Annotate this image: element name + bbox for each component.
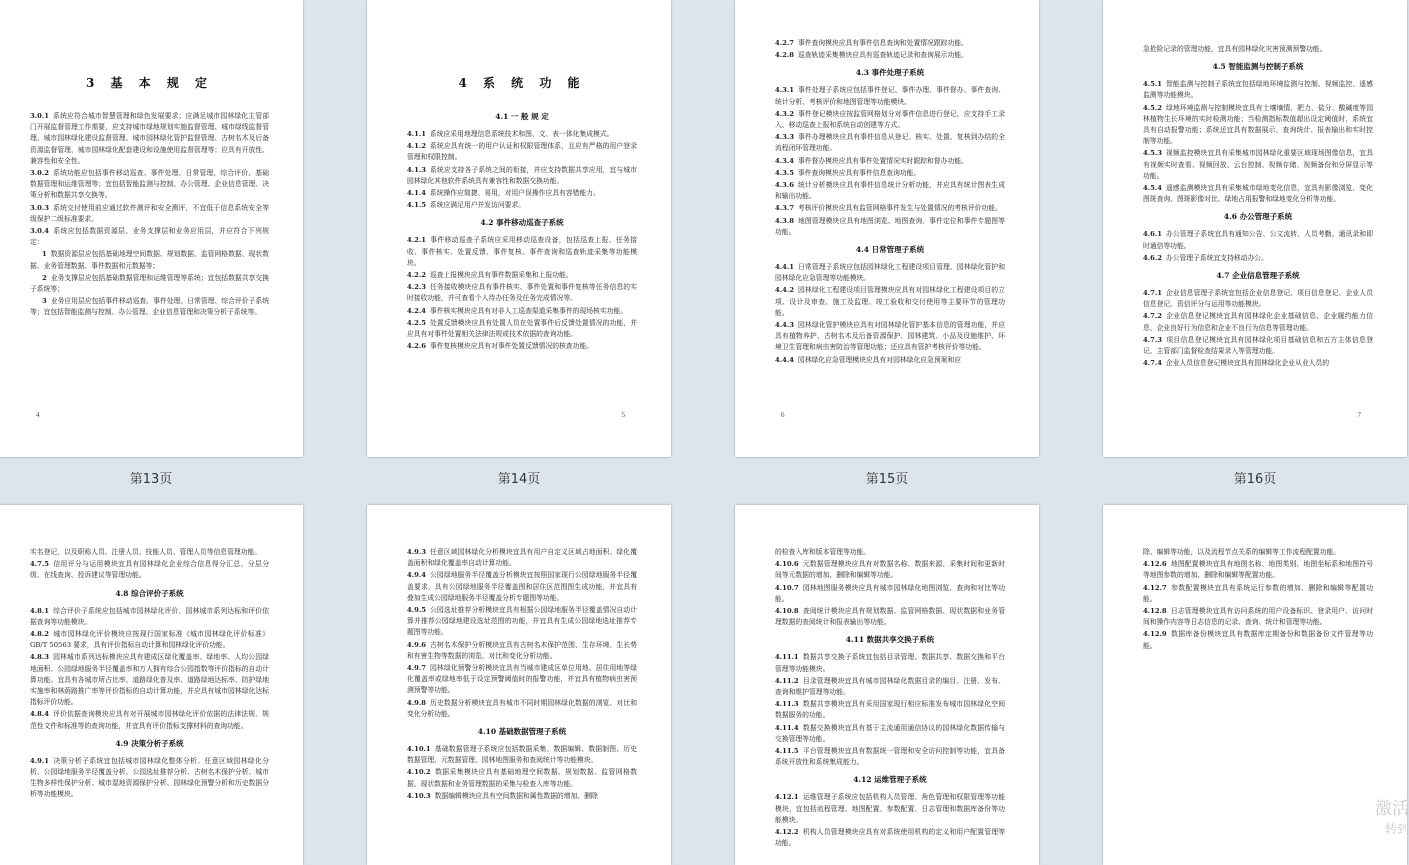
clause-number: 3.0.4 [30, 227, 49, 236]
clause-number: 4.2.5 [407, 318, 426, 327]
clause-text: 数据共享交换子系统宜包括目录管理、数据共享、数据交换和平台管理等功能模块。 [775, 653, 1005, 673]
clause-text: 考核评价模块应具有监管网格事件发生与处置情况的考核评价功能。 [797, 204, 1002, 213]
clause-item [775, 168, 1005, 179]
clause-text: 综合评价子系统应包括城市园林绿化评价、园林城市系列达标和评价依据查询等功能模块。 [30, 606, 269, 626]
clause-item [407, 640, 637, 662]
clause-text: 日志管理模块宜具有访问系统的用户设备标识、登录用户、访问时间和操作内容等日志信息的记录、查询、统计和管理等功能。 [1143, 607, 1373, 627]
clause-text: 系统功能应包括事件移动巡查、事件处理、日常管理、综合评价、基础数据管理和运维管理等；宜包括智能监测与控制、办公管理、企业信息管理、决策分析和数据共享交换等。 [30, 169, 269, 200]
clause-text: 事件登记模块应按监管网格划分对事件信息进行登记，应支持手工录入、移动巡查上报和系统自动创建等方式。 [775, 109, 1005, 130]
page-thumbnail-18[interactable] [367, 505, 671, 865]
section-title: 4.8 综合评价子系统 [115, 588, 184, 598]
clause-number: 4.5.2 [1143, 103, 1162, 112]
clause-number: 4.3.6 [775, 181, 794, 190]
clause-item [775, 827, 1005, 849]
clause-list [775, 652, 1005, 768]
clause-text: 系统应包括数据资源层、业务支撑层和业务应用层，并应符合下列规定： [30, 227, 269, 247]
clause-number: 4.7.5 [30, 560, 49, 569]
page-thumbnail-16[interactable] [1103, 0, 1407, 457]
watermark-line-2: 转到 [1384, 822, 1409, 836]
clause-number: 3.0.3 [30, 203, 49, 212]
clause-text: 事件查询模块应具有事件信息查询功能。 [797, 168, 921, 177]
clause-item [1143, 229, 1373, 251]
clause-number: 4.9.4 [407, 571, 426, 580]
clause-item [30, 629, 269, 651]
clause-number: 4.1.1 [407, 130, 426, 138]
page-thumbnail-14[interactable] [367, 0, 671, 457]
clause-item [775, 792, 1005, 826]
continued-text: 除、编辑等功能，以及流程节点关系的编辑等工作流程配置功能。 [1143, 548, 1341, 556]
clause-number: 4.3.7 [775, 204, 794, 213]
section-title: 4.1 一 般 规 定 [495, 112, 549, 121]
clause-text: 办公管理子系统宜具有通知公告、公文流转、人员考勤、通讯录和即时通信等功能。 [1143, 230, 1373, 250]
clause-list [1143, 288, 1373, 369]
clause-number: 4.3.4 [775, 156, 794, 165]
clause-text: 企业信息登记模块宜具有园林绿化企业基础信息、企业履约能力信息、企业良好行为信息和企业不良行为信息等管理功能。 [1143, 312, 1373, 332]
continued-text: 的检查入库和版本管理等功能。 [775, 548, 871, 556]
clause-text: 视频监控模块宜具有采集城市园林绿化重要区域现场图像信息，宜具有视频实时查看、视频回放、云台控制、视频存储、视频备份和分屏显示等功能。 [1143, 149, 1373, 180]
clause-text: 基础数据管理子系统应包括数据采集、数据编辑、数据制图、历史数据管理、元数据管理、园林地图服务和查阅统计等功能模块。 [407, 745, 637, 765]
clause-number: 4.4.3 [775, 321, 794, 330]
clause-text: 平台管理模块宜具有数据统一管理和安全访问控制等功能，宜具备系统开放性和系统集成能力。 [775, 747, 1005, 767]
clause-number: 4.12.2 [775, 828, 799, 837]
clause-text: 数据编辑模块应具有空间数据和属性数据的增加、删除 [434, 791, 598, 800]
clause-text: 系统应采用地理信息系统技术和图、文、表一体化集成模式。 [429, 130, 614, 138]
clause-item [30, 296, 269, 318]
clause-text: 城市园林绿化评价模块应按现行国家标准《城市园林绿化评价标准》GB/T 50563 要求，具有评价指标自动计算和园林绿化评价功能。 [30, 630, 269, 650]
clause-number: 4.1.3 [407, 165, 426, 174]
clause-number: 4.10.2 [407, 768, 431, 777]
clause-item [30, 709, 269, 731]
clause-text: 系统应满足用户并发访问要求。 [429, 201, 526, 210]
clause-item [775, 559, 1005, 581]
clause-text: 查阅统计模块应具有规划数据、监管网格数据、现状数据和业务管理数据的查阅统计和报表输出等功能。 [775, 607, 1005, 627]
clause-item [775, 723, 1005, 745]
clause-number: 4.1.4 [407, 189, 426, 198]
clause-number: 4.10.1 [407, 745, 431, 754]
clause-number: 4.9.8 [407, 698, 426, 707]
clause-number: 4.2.6 [407, 342, 426, 351]
clause-text: 业务支撑层应包括基础数据管理和运维管理等系统；宜包括数据共享交换子系统等； [30, 273, 269, 294]
clause-text: 评价依据查询模块应具有对开展城市园林绿化评价依据的法律法规、规范性文件和标准等的查询功能，并宜具有评价指标支撑材料的查询功能。 [30, 710, 269, 730]
clause-item [30, 652, 269, 708]
clause-number: 4.7.4 [1143, 359, 1162, 368]
clause-number: 4.1.2 [407, 142, 426, 151]
page-caption-15[interactable]: 第15页 [865, 472, 909, 487]
clause-item [1143, 606, 1373, 628]
clause-text: 古树名木保护分析模块宜具有古树名木保护范围、生存环境、生长势和有害生物等数据的浏览、对比和变化分析功能。 [407, 640, 637, 660]
clause-item [775, 85, 1005, 107]
clause-item [407, 165, 637, 187]
clause-item [407, 744, 637, 766]
clause-text: 地图配置模块宜具有地图名称、地图类别、地图坐标系和地图符号等地图参数的增加、删除和编辑等配置功能。 [1143, 560, 1373, 580]
clause-text: 事件复核模块应具有对事件处置反馈情况的核查功能。 [429, 342, 594, 351]
page-number: 6 [781, 411, 785, 419]
clause-number: 3.0.2 [30, 169, 49, 178]
clause-text: 园林绿化管护模块应具有对园林绿化管护基本信息的管理功能，并应具有植物养护、古树名木及后备资源保护、园林建筑、小品及设施维护、环境卫生管理和病虫害防治等管理功能；还应具有管护考核评价等功能。 [775, 321, 1005, 352]
clause-text: 系统操作应简捷、易用，对用户误操作应具有容错能力。 [429, 189, 600, 198]
section-title: 4.9 决策分析子系统 [115, 738, 184, 748]
activation-watermark [1369, 799, 1409, 839]
clause-number: 4.3.1 [775, 86, 794, 95]
section-title: 4.7 企业信息管理子系统 [1216, 271, 1300, 281]
clause-list [407, 547, 637, 720]
clause-item [407, 698, 637, 720]
clause-item [775, 132, 1005, 154]
clause-text: 决策分析子系统宜包括城市园林绿化整体分析、任意区域园林绿化分析、公园绿地服务半径覆盖分析、公园选址推荐分析、古树名木保护分析、城市生物多样性保护分析、城市湿地资源保护分析、园林绿化预警分析和历史数据分析等功能模块。 [30, 756, 269, 799]
clause-text: 地图管理模块应具有地图浏览、地图查询、事件定位和事件专题图等功能。 [775, 216, 1005, 236]
clause-text: 系统应具有统一的用户认证和权限管理体系，且应有严格的用户登录管理和权限控制。 [407, 142, 637, 162]
clause-number: 4.7.3 [1143, 335, 1162, 344]
clause-number: 4.5.4 [1143, 184, 1162, 193]
clause-item [30, 168, 269, 202]
clause-number: 4.5.1 [1143, 80, 1162, 89]
clause-number: 4.4.4 [775, 355, 794, 364]
clause-item [30, 273, 269, 295]
page-thumbnail-20[interactable] [1103, 505, 1407, 865]
clause-item [775, 606, 1005, 628]
section-title: 4.4 日常管理子系统 [855, 245, 925, 255]
clause-number: 4.3.5 [775, 168, 794, 177]
clause-number: 4.8.2 [30, 630, 49, 639]
clause-number: 4.2.4 [407, 306, 426, 315]
clause-item [775, 38, 1005, 49]
watermark-line-1: 激活 [1375, 799, 1409, 819]
clause-text: 项目信息登记模块宜具有园林绿化项目基础信息和五方主体信息登记、主管部门监督检查结果录入等管理功能。 [1143, 335, 1373, 356]
clause-number: 4.6.2 [1143, 253, 1162, 262]
clause-item [1143, 79, 1373, 101]
section-title: 4.12 运维管理子系统 [853, 775, 927, 785]
clause-item [1143, 253, 1373, 264]
clause-number: 4.5.3 [1143, 149, 1162, 158]
page-caption-14[interactable]: 第14页 [497, 472, 541, 487]
clause-number: 4.11.4 [775, 723, 799, 732]
page-thumbnail-17[interactable] [0, 505, 303, 865]
clause-list [407, 129, 637, 211]
clause-text: 事件查询模块应具有事件信息查询和处置情况跟踪功能。 [797, 39, 968, 47]
clause-list [407, 235, 637, 352]
clause-number: 4.10.3 [407, 791, 431, 800]
clause-item [775, 156, 1005, 167]
continued-text: 实名登记，以及职称人员、注册人员、技能人员、管理人员等信息管理功能。 [30, 548, 262, 556]
clause-number: 4.2.1 [407, 236, 426, 245]
clause-number: 4.12.1 [775, 793, 799, 802]
clause-item [1143, 629, 1373, 651]
clause-list [30, 111, 269, 319]
clause-text: 任务接收模块应具有事件核实、事件处置和事件复核等任务信息的实时接收功能，并可查看个人待办任务及任务完成情况等。 [407, 283, 637, 303]
clause-item [30, 756, 269, 801]
section-title: 4.10 基础数据管理子系统 [477, 727, 567, 737]
clause-number: 4.9.7 [407, 664, 426, 673]
clause-number: 4.6.1 [1143, 230, 1162, 239]
clause-item [775, 180, 1005, 202]
clause-list [1143, 559, 1373, 652]
clause-list [775, 85, 1005, 238]
clause-number: 4.10.6 [775, 560, 799, 569]
clause-item [407, 341, 637, 352]
clause-item [775, 583, 1005, 605]
page-thumbnail-19[interactable] [735, 505, 1039, 865]
clause-text: 公园选址推荐分析模块宜具有根据公园绿地服务半径覆盖情况自动计算并推荐公园绿地建设选址范围的功能，并宜具有生成公园绿地选址推荐专题图等功能。 [407, 606, 637, 637]
clause-text: 企业人员信息登记模块宜具有园林绿化企业从业人员的 [1165, 359, 1330, 368]
clause-item [775, 109, 1005, 131]
clause-item [775, 50, 1005, 61]
page-number: 5 [621, 411, 625, 419]
clause-item [1143, 311, 1373, 333]
chapter-title: 4 系 统 功 能 [458, 76, 586, 90]
clause-number: 4.9.5 [407, 606, 426, 615]
clause-text: 目录管理模块宜具有城市园林绿化数据目录的编目、注册、发布、查询和维护管理等功能。 [775, 676, 1005, 697]
clause-item [1143, 103, 1373, 148]
clause-text: 任意区域园林绿化分析模块宜具有用户自定义区域占地面积、绿化覆盖面积和绿化覆盖率自动计算功能。 [407, 548, 637, 568]
clause-text: 智能监测与控制子系统宜包括绿地环境监测与控制、视频监控、遥感监测等功能模块。 [1143, 80, 1373, 100]
clause-number: 4.9.3 [407, 548, 426, 556]
clause-number: 4.2.8 [775, 51, 794, 60]
clause-number: 4.2.7 [775, 39, 794, 47]
clause-item [407, 791, 637, 802]
clause-text: 办公管理子系统宜支持移动办公。 [1165, 253, 1268, 262]
clause-item [407, 129, 637, 140]
clause-item [407, 547, 637, 569]
clause-number: 3.0.1 [30, 112, 49, 120]
clause-number: 4.8.1 [30, 606, 49, 615]
clause-list [30, 606, 269, 732]
clause-number: 4.12.9 [1143, 630, 1167, 639]
clause-item [407, 570, 637, 604]
clause-text: 事件移动巡查子系统应采用移动巡查设备，包括巡查上报、任务接收、事件核实、处置反馈、事件复核、事件查询和巡查轨迹采集等功能模块。 [407, 236, 637, 267]
clause-number: 4.3.8 [775, 216, 794, 225]
clause-text: 数据共享模块宜具有采用国家现行相应标准发布城市园林绿化空间数据服务的功能。 [775, 700, 1005, 720]
clause-text: 园林绿化工程建设项目管理模块应具有对园林绿化工程建设项目的立项、设计及审查、施工及监理、竣工验收和交付使用等主要环节的管理功能。 [775, 286, 1005, 317]
clause-item [1143, 559, 1373, 581]
clause-number: 4.4.2 [775, 286, 794, 295]
clause-number: 1 [42, 250, 47, 259]
clause-item [1143, 183, 1373, 205]
clause-text: 处置反馈模块应具有处置人员在处置事件后反馈处置情况的功能，并应具有对事件处置相关法律法规或技术依据的查询功能。 [407, 318, 637, 339]
clause-item [775, 355, 1005, 366]
clause-text: 遥感监测模块宜具有采集城市绿地变化信息，宜具有影像浏览、变化图斑查询、图斑影像对比、绿地占用报警和绿地变化分析等功能。 [1143, 184, 1373, 204]
clause-number: 3 [42, 297, 47, 306]
clause-number: 4.1.5 [407, 201, 426, 210]
page-number: 7 [1357, 411, 1361, 419]
clause-number: 4.3.2 [775, 109, 794, 118]
clause-list [1143, 229, 1373, 264]
clause-item [407, 318, 637, 340]
clause-number: 4.12.8 [1143, 607, 1167, 616]
clause-item [775, 320, 1005, 354]
clause-item [407, 767, 637, 789]
page-thumbnail-13[interactable] [0, 0, 303, 457]
clause-item [775, 699, 1005, 721]
clause-text: 公园绿地服务半径覆盖分析模块宜按照国家现行公园绿地服务半径覆盖要求，具有公园绿地服务半径覆盖图和居住区范围图生成功能，并宜具有叠加生成公园绿地服务半径覆盖分析专题图等功能。 [407, 571, 637, 602]
clause-text: 园林绿化应急管理模块应具有对园林绿化应急预案和应 [797, 355, 962, 364]
clause-text: 事件处理子系统应包括事件登记、事件办理、事件督办、事件查询、统计分析、考核评价和地图管理等功能模块。 [775, 86, 1005, 106]
clause-item [775, 285, 1005, 319]
section-title: 4.6 办公管理子系统 [1223, 212, 1293, 222]
clause-text: 数据交换模块宜具有基于主流通用通信协议的园林绿化数据传输与交换管理等功能。 [775, 723, 1005, 743]
clause-number: 4.10.8 [775, 607, 799, 616]
clause-text: 园林绿化预警分析模块宜具有当城市建成区单位用地、居住用地等绿化覆盖率或绿地率低于设定预警阈值时的报警功能，并宜具有植物病虫害预测预警等功能。 [407, 664, 637, 695]
clause-item [407, 663, 637, 697]
clause-item [30, 249, 269, 271]
clause-text: 巡查轨迹采集模块应具有巡查轨迹记录和查询展示功能。 [797, 51, 968, 60]
clause-list [1143, 79, 1373, 205]
clause-number: 4.7.2 [1143, 312, 1162, 321]
clause-text: 数据采集模块应具有基础地理空间数据、规划数据、监管网格数据、现状数据和业务管理数据的采集与检查入库等功能。 [407, 768, 637, 788]
section-title: 4.11 数据共享交换子系统 [845, 635, 935, 645]
clause-text: 巡查上报模块应具有事件数据采集和上报功能。 [429, 271, 573, 280]
clause-text: 机构人员管理模块应具有对系统使用机构的定义和用户配置管理等功能。 [775, 828, 1005, 848]
chapter-title: 3 基 本 规 定 [85, 76, 214, 90]
clause-text: 参数配置模块宜具有系统运行参数的增加、删除和编辑等配置功能。 [1143, 583, 1373, 603]
page-caption-13[interactable]: 第13页 [129, 472, 173, 487]
clause-text: 事件核实模块应具有对非人工巡查渠道采集事件的现场核实功能。 [429, 306, 628, 315]
clause-text: 历史数据分析模块宜具有城市不同时期园林绿化数据的浏览、对比和变化分析功能。 [407, 698, 637, 718]
clause-text: 园林城市系列达标模块应具有建成区绿化覆盖率、绿地率、人均公园绿地面积、公园绿地服务半径覆盖率和万人拥有综合公园指数等评价指标的自动计算功能。宜具有各城市所占比率、道路绿化普及率、道路绿地达标率、防护绿地实施率和林荫路推广率等评价指标的自动计算功能，并应具有城市园林绿化达标指标评价功能。 [30, 653, 269, 707]
clause-item [407, 270, 637, 281]
clause-list [775, 559, 1005, 628]
clause-item [775, 652, 1005, 674]
clause-list [30, 756, 269, 801]
clause-item [30, 203, 269, 225]
clause-item [407, 200, 637, 211]
clause-item [407, 282, 637, 304]
clause-item [775, 216, 1005, 238]
clause-number: 4.10.7 [775, 583, 799, 592]
clause-text: 系统应符合城市智慧管理和绿色发展要求；应满足城市园林绿化主管部门开展监督管理工作需要，应支持城市绿地规划实施监督管理、城市绿线监督管理、城市园林绿化建设监督管理、城市园林绿化管护监督管理、古树名木及后备资源监督管理、城市园林绿化配套建设和设施使用监督管理等；应具有开放性、兼容性和安全性。 [30, 112, 269, 165]
page-caption-16[interactable]: 第16页 [1233, 472, 1277, 487]
clause-item [30, 559, 269, 581]
clause-item [407, 235, 637, 269]
page-thumbnail-15[interactable] [735, 0, 1039, 457]
clause-number: 4.2.2 [407, 271, 426, 280]
clause-item [775, 262, 1005, 284]
page-number: 4 [36, 411, 40, 419]
clause-list [775, 262, 1005, 366]
clause-number: 4.2.3 [407, 283, 426, 292]
clause-item [1143, 583, 1373, 605]
clause-text: 事件办理模块应具有事件信息从登记、核实、处置、复核到办结的全流程闭环管理功能。 [775, 133, 1005, 153]
clause-text: 数据资源层应包括基础地理空间数据、规划数据、监管网格数据、现状数据、业务管理数据、事件数据和元数据等； [30, 250, 269, 270]
clause-item [1143, 335, 1373, 357]
clause-item [30, 226, 269, 248]
section-title: 4.5 智能监测与控制子系统 [1212, 62, 1304, 72]
clause-item [1143, 358, 1373, 369]
section-title: 4.2 事件移动巡查子系统 [480, 218, 564, 228]
clause-text: 业务应用层应包括事件移动巡查、事件处理、日常管理、综合评价子系统等；宜包括智能监测与控制、办公管理、企业信息管理和决策分析子系统等。 [30, 297, 269, 317]
clause-number: 4.12.6 [1143, 560, 1167, 569]
clause-text: 信用评分与运用模块宜具有园林绿化企业综合信息得分汇总、分层分级、在线查询、投诉建议等管理功能。 [30, 560, 269, 580]
clause-number: 4.8.4 [30, 710, 49, 719]
clause-item [775, 203, 1005, 214]
clause-number: 4.12.7 [1143, 583, 1167, 592]
clause-list [30, 559, 269, 581]
clause-item [775, 746, 1005, 768]
clause-text: 数据库备份模块宜具有数据库定期备份和数据备份文件管理等功能。 [1143, 630, 1373, 650]
clause-number: 2 [42, 273, 47, 282]
clause-number: 4.4.1 [775, 263, 794, 272]
clause-number: 4.9.1 [30, 756, 49, 765]
clause-list [775, 792, 1005, 849]
clause-text: 日常管理子系统应包括园林绿化工程建设项目管理、园林绿化管护和园林绿化应急管理等功能模块。 [775, 263, 1005, 283]
clause-item [407, 188, 637, 199]
clause-text: 企业信息管理子系统宜包括企业信息登记、项目信息登记、企业人员信息登记、资信评分与运用等功能模块。 [1143, 289, 1373, 309]
clause-number: 4.8.3 [30, 653, 49, 662]
clause-number: 4.7.1 [1143, 289, 1162, 298]
clause-list [775, 38, 1005, 61]
clause-number: 4.11.5 [775, 747, 799, 756]
clause-item [30, 606, 269, 628]
section-title: 4.3 事件处理子系统 [855, 68, 925, 78]
clause-item [407, 605, 637, 639]
clause-text: 运维管理子系统应包括机构人员管理、角色管理和权限管理等功能模块，宜包括流程管理、地图配置、参数配置、日志管理和数据库备份等功能模块。 [775, 793, 1005, 824]
clause-item [1143, 148, 1373, 182]
clause-number: 4.11.1 [775, 653, 799, 662]
continued-text: 急抢险记录的管理功能，宜具有园林绿化灾害预测预警功能。 [1143, 45, 1327, 53]
clause-number: 4.9.6 [407, 640, 426, 649]
clause-text: 系统应支持各子系统之间的衔接，并应支持数据共享应用，宜与城市园林绿化其他软件系统具有兼容性和数据交换功能。 [407, 165, 637, 185]
clause-number: 4.11.3 [775, 700, 799, 709]
clause-number: 4.11.2 [775, 676, 799, 685]
clause-text: 事件督办模块应具有事件处置情况实时跟踪和督办功能。 [797, 156, 968, 165]
clause-item [407, 306, 637, 317]
clause-list [407, 744, 637, 802]
clause-text: 统计分析模块应具有事件信息统计分析功能，并应具有统计图表生成和输出功能。 [775, 181, 1005, 201]
clause-item [775, 676, 1005, 698]
clause-item [30, 111, 269, 167]
clause-number: 4.3.3 [775, 133, 794, 142]
clause-item [1143, 288, 1373, 310]
clause-text: 系统交付使用前应通过软件测评和安全测评，不宜低于信息系统安全等级保护二级标准要求。 [30, 203, 269, 223]
clause-item [407, 141, 637, 163]
clause-text: 元数据管理模块应具有对数据名称、数据来源、采集时间和更新时间等元数据的增加、删除和编辑等功能。 [775, 560, 1005, 580]
clause-text: 园林地图服务模块应具有城市园林绿化地图浏览、查询和对比等功能。 [775, 583, 1005, 603]
clause-text: 绿地环境监测与控制模块宜具有土壤墒情、肥力、盐分、酸碱度等园林植物生长环境的实时检测功能；当检测指标数值超出设定阈值时，系统宜具有自动报警功能；系统还宜具有数据展示、查询统计、报表输出和实时控制等功能。 [1143, 103, 1373, 146]
